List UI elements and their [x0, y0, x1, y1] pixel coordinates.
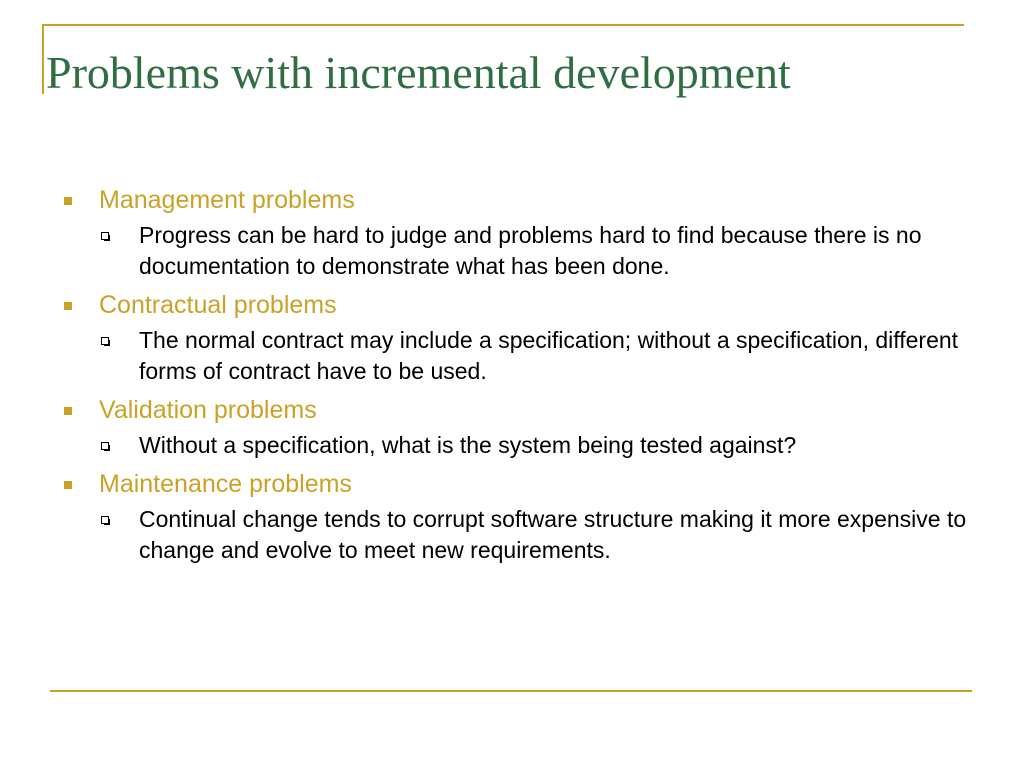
square-bullet-icon — [64, 481, 72, 489]
checkbox-bullet-icon — [101, 516, 109, 524]
sub-bullet-text: Progress can be hard to judge and problems hard to find because there is no documentation to demonstrate what has been done. — [139, 222, 922, 279]
square-bullet-icon — [64, 302, 72, 310]
bullet-item-management — [62, 183, 982, 282]
bullet-label: Validation problems — [99, 396, 317, 424]
sub-bullet-item — [99, 430, 982, 461]
sub-bullet-text: Continual change tends to corrupt software structure making it more expensive to change and evolve to meet new requirements. — [139, 506, 967, 563]
bullet-label: Contractual problems — [99, 291, 337, 319]
bullet-item-maintenance — [62, 467, 982, 566]
checkbox-bullet-icon — [101, 442, 109, 450]
left-border-line — [42, 24, 44, 94]
square-bullet-icon — [64, 197, 72, 205]
bullet-label: Maintenance problems — [99, 470, 352, 498]
sub-bullet-text: Without a specification, what is the system being tested against? — [139, 432, 797, 458]
checkbox-bullet-icon — [101, 337, 109, 345]
sub-bullet-item — [99, 504, 982, 566]
sub-bullet-item — [99, 220, 982, 282]
bullet-list — [62, 183, 982, 572]
top-border-line — [42, 24, 964, 26]
checkbox-bullet-icon — [101, 232, 109, 240]
bullet-item-contractual — [62, 288, 982, 387]
slide-title: Problems with incremental development — [46, 47, 791, 98]
bullet-item-validation — [62, 393, 982, 461]
square-bullet-icon — [64, 407, 72, 415]
bullet-label: Management problems — [99, 186, 355, 214]
sub-bullet-item — [99, 325, 982, 387]
sub-bullet-text: The normal contract may include a specification; without a specification, different forms of contract have to be used. — [139, 327, 959, 384]
bottom-border-line — [50, 690, 972, 692]
